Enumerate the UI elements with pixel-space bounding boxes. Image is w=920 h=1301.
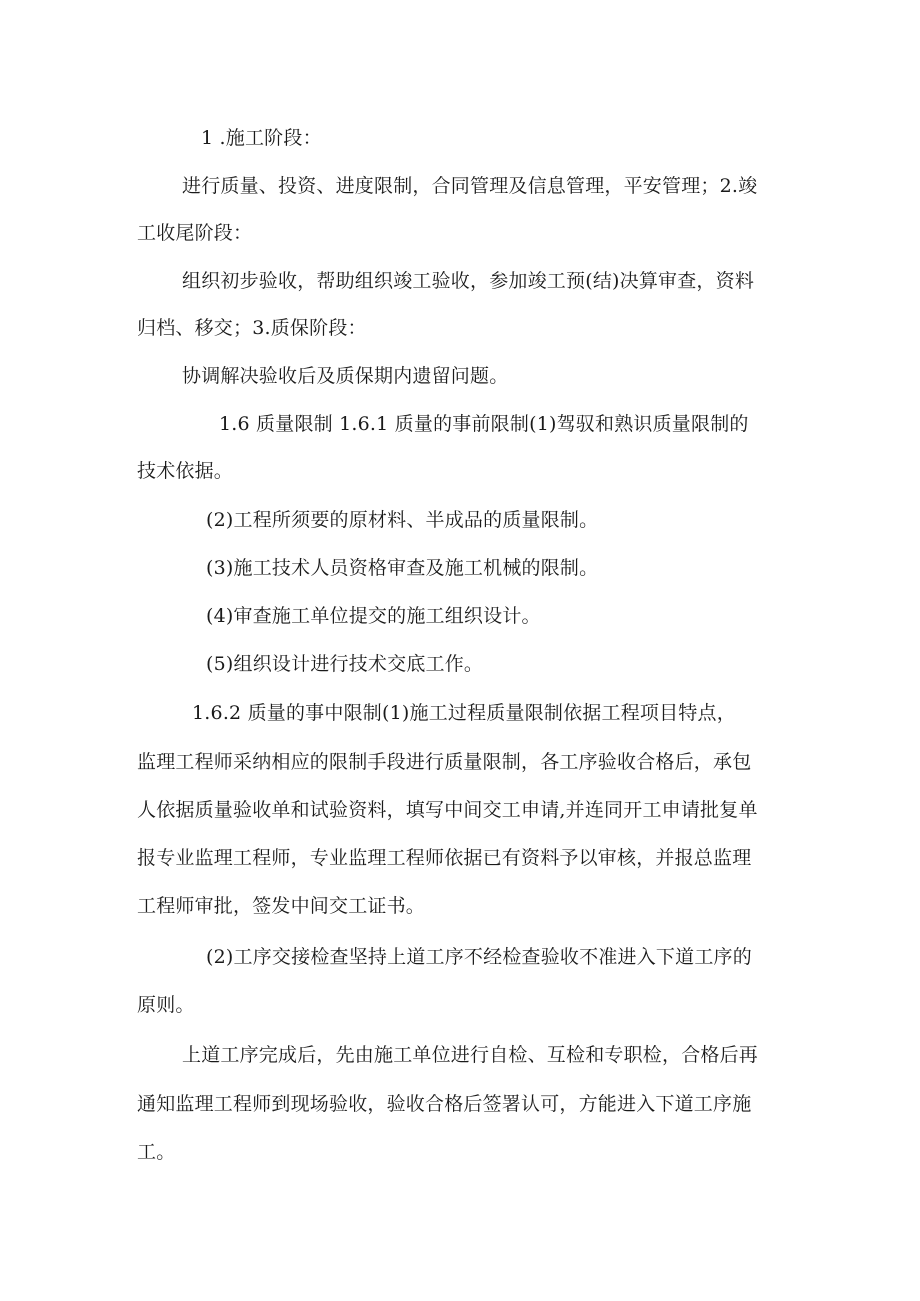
- text-line: 报专业监理工程师，专业监理工程师依据已有资料予以审核，并报总监理: [137, 847, 752, 869]
- text-line: 工收尾阶段：: [137, 222, 253, 244]
- text-line: (2)工序交接检查坚持上道工序不经检查验收不准进入下道工序的: [206, 946, 752, 968]
- text-line: 技术依据。: [137, 460, 234, 482]
- text-line: 上道工序完成后，先由施工单位进行自检、互检和专职检，合格后再: [182, 1044, 759, 1066]
- text-line: (4)审查施工单位提交的施工组织设计。: [206, 605, 541, 627]
- text-line: 协调解决验收后及质保期内遗留问题。: [182, 365, 509, 387]
- text-line: 进行质量、投资、进度限制，合同管理及信息管理，平安管理；2.竣: [182, 175, 758, 197]
- text-line: 工。: [137, 1141, 176, 1163]
- text-line: (2)工程所须要的原材料、半成品的质量限制。: [206, 509, 599, 531]
- text-line: 原则。: [137, 994, 195, 1016]
- text-line: 监理工程师采纳相应的限制手段进行质量限制，各工序验收合格后，承包: [137, 751, 752, 773]
- text-line: 1.6.2 质量的事中限制(1)施工过程质量限制依据工程项目特点，: [192, 702, 736, 724]
- text-line: 1.6 质量限制 1.6.1 质量的事前限制(1)驾驭和熟识质量限制的: [219, 413, 749, 435]
- text-line: 归档、移交；3.质保阶段：: [137, 317, 367, 339]
- text-line: 工程师审批，签发中间交工证书。: [137, 895, 426, 917]
- text-line: 1 .施工阶段：: [201, 127, 322, 149]
- text-line: 通知监理工程师到现场验收，验收合格后签署认可，方能进入下道工序施: [137, 1093, 752, 1115]
- text-line: 组织初步验收，帮助组织竣工验收，参加竣工预(结)决算审查，资料: [182, 270, 755, 292]
- text-line: (3)施工技术人员资格审查及施工机械的限制。: [206, 557, 599, 579]
- text-line: (5)组织设计进行技术交底工作。: [206, 653, 484, 675]
- text-line: 人依据质量验收单和试验资料，填写中间交工申请,并连同开工申请批复单: [137, 799, 758, 821]
